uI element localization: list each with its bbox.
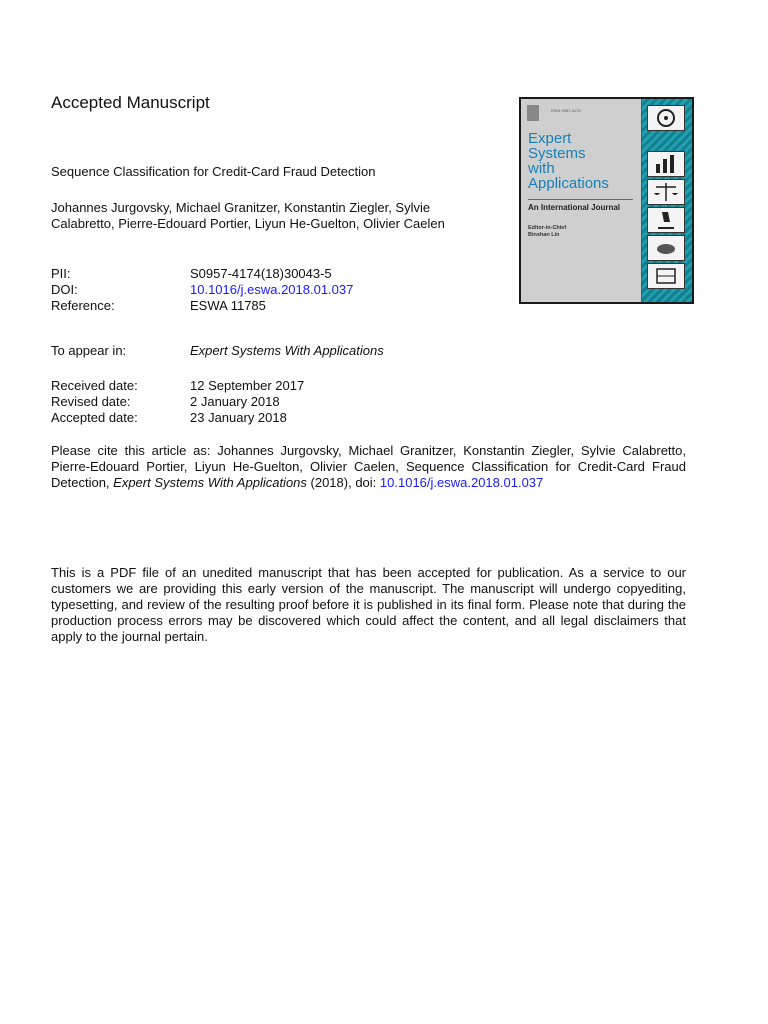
pii-label: PII: — [51, 266, 71, 281]
cover-title-line: Applications — [528, 175, 609, 192]
cover-title-line: Expert — [528, 130, 572, 147]
pii-value: S0957-4174(18)30043-5 — [190, 266, 332, 281]
bar-chart-icon — [647, 151, 685, 177]
page-heading: Accepted Manuscript — [51, 93, 210, 112]
article-title: Sequence Classification for Credit-Card Fraud Detection — [51, 164, 376, 179]
cover-editor-name: Binshan Lin — [528, 232, 560, 238]
received-value: 12 September 2017 — [190, 378, 305, 393]
received-label: Received date: — [51, 378, 138, 393]
revised-value: 2 January 2018 — [190, 394, 280, 409]
article-authors: Johannes Jurgovsky, Michael Granitzer, Konstantin Ziegler, Sylvie Calabretto, Pierre-Edouard Portier, Liyun He-Guelton, Olivier Caelen — [51, 200, 445, 231]
cover-subtitle: An International Journal — [528, 203, 621, 212]
cover-issn: ISSN 0957-4174 — [551, 108, 581, 113]
cover-divider — [528, 199, 633, 200]
revised-label: Revised date: — [51, 394, 131, 409]
disclaimer-paragraph: This is a PDF file of an unedited manuscript that has been accepted for publication. As a service to our customers we are providing this early version of the manuscript. The manuscript will undergo copyediting, typesetting, and review of the resulting proof before it is published in its final form. Please note that during the production process errors may be discovered which could affect the content, and all legal disclaimers that apply to the journal pertain. — [51, 565, 686, 644]
elsevier-logo-icon — [527, 105, 539, 121]
citation-paragraph — [51, 443, 686, 491]
doi-label: DOI: — [51, 282, 78, 297]
journal-cover-image — [519, 97, 694, 304]
citation-journal: Expert Systems With Applications — [113, 475, 307, 490]
accepted-value: 23 January 2018 — [190, 410, 287, 425]
steering-wheel-icon — [647, 105, 685, 131]
machinery-icon — [647, 263, 685, 289]
cover-title-line: with — [528, 160, 555, 177]
reference-value: ESWA 11785 — [190, 298, 266, 313]
doi-link[interactable]: 10.1016/j.eswa.2018.01.037 — [190, 282, 354, 297]
appear-label: To appear in: — [51, 343, 127, 358]
cover-journal-title — [528, 131, 640, 191]
cover-title-line: Systems — [528, 145, 586, 162]
scales-icon — [647, 179, 685, 205]
appear-journal: Expert Systems With Applications — [190, 343, 384, 358]
hands-icon — [647, 235, 685, 261]
accepted-label: Accepted date: — [51, 410, 138, 425]
microscope-icon — [647, 207, 685, 233]
reference-label: Reference: — [51, 298, 115, 313]
cover-editor — [528, 225, 566, 239]
citation-doi-link[interactable]: 10.1016/j.eswa.2018.01.037 — [379, 475, 544, 490]
citation-text: Please cite this article as: Johannes Jurgovsky, Michael Granitzer, Konstantin Ziegler, Sylvie Calabretto, Pierre-Edouard Portier, Liyun He-Guelton, Olivier Caelen, Sequence Classification for Credit-Card Fraud Detection, — [51, 443, 686, 490]
citation-suffix: (2018), doi: — [306, 475, 380, 490]
cover-editor-label: Editor-in-Chief — [528, 225, 567, 231]
